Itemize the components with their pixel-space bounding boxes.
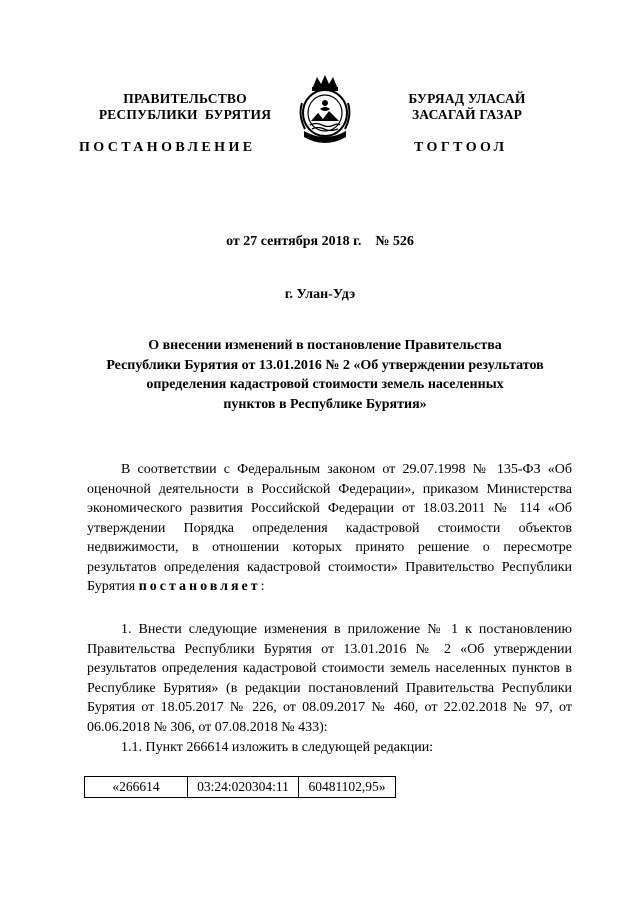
preamble-paragraph xyxy=(87,460,572,597)
coat-of-arms-buryatia-icon xyxy=(296,73,354,145)
header-left xyxy=(90,91,280,123)
table-row xyxy=(85,777,396,798)
preamble-text: В соответствии с Федеральным законом от 29.07.1998 № 135-ФЗ «Об оценочной деятельности в Российской Федерации», приказом Министерства экономического развития Российской Федерации от 18.03.2011 № 114 «Об утверждении Порядка определения кадастровой стоимости объектов недвижимости, в отношении которых принято решение о пересмотре результатов определения кадастровой стоимости» Правительство Республики Бурятия xyxy=(87,462,572,594)
city: г. Улан-Удэ xyxy=(284,287,356,302)
document-date: от 27 сентября 2018 г. xyxy=(226,234,362,249)
replacement-table xyxy=(84,776,396,798)
subject-line: Республики Бурятия от 13.01.2016 № 2 «Об утверждении результатов xyxy=(106,357,544,373)
table-cell-cadastral-number: 03:24:020304:11 xyxy=(188,777,299,798)
document-number: № 526 xyxy=(375,234,414,249)
table-cell-item: «266614 xyxy=(85,777,188,798)
subject-line: определения кадастровой стоимости земель населенных xyxy=(146,377,504,392)
header-left-line2: РЕСПУБЛИКИ БУРЯТИЯ xyxy=(98,107,272,122)
document-type-bua: ТОГТООЛ xyxy=(414,140,508,155)
document-type-ru: ПОСТАНОВЛЕНИЕ xyxy=(79,140,256,155)
resolves-word: постановляет xyxy=(138,579,261,594)
clause-1-1-paragraph: 1.1. Пункт 266614 изложить в следующей редакции: xyxy=(121,740,434,755)
header-right xyxy=(372,91,562,123)
clause-1-paragraph xyxy=(87,620,572,737)
header-left-line1: ПРАВИТЕЛЬСТВО xyxy=(123,91,247,106)
dateline xyxy=(0,234,640,250)
header-right-line1: БУРЯАД УЛАСАЙ xyxy=(408,91,526,106)
header-right-line2: ЗАСАГАЙ ГАЗАР xyxy=(411,107,523,122)
subject-line: пунктов в Республике Бурятия» xyxy=(223,396,427,412)
table-cell-value: 60481102,95» xyxy=(299,777,396,798)
clause-1-text: 1. Внести следующие изменения в приложение № 1 к постановлению Правительства Республики Бурятия от 13.01.2016 № 2 «Об утверждении результатов определения кадастровой стоимости земель населенных пунктов в Республике Бурятия» (в редакции постановлений Правительства Республики Бурятия от 18.05.2017 № 226, от 08.09.2017 № 460, от 22.02.2018 № 97, от 06.06.2018 № 306, от 07.08.2018 № 433): xyxy=(87,622,572,735)
preamble-end: : xyxy=(260,579,265,594)
document-subject xyxy=(80,336,570,414)
subject-line: О внесении изменений в постановление Правительства xyxy=(148,338,502,353)
